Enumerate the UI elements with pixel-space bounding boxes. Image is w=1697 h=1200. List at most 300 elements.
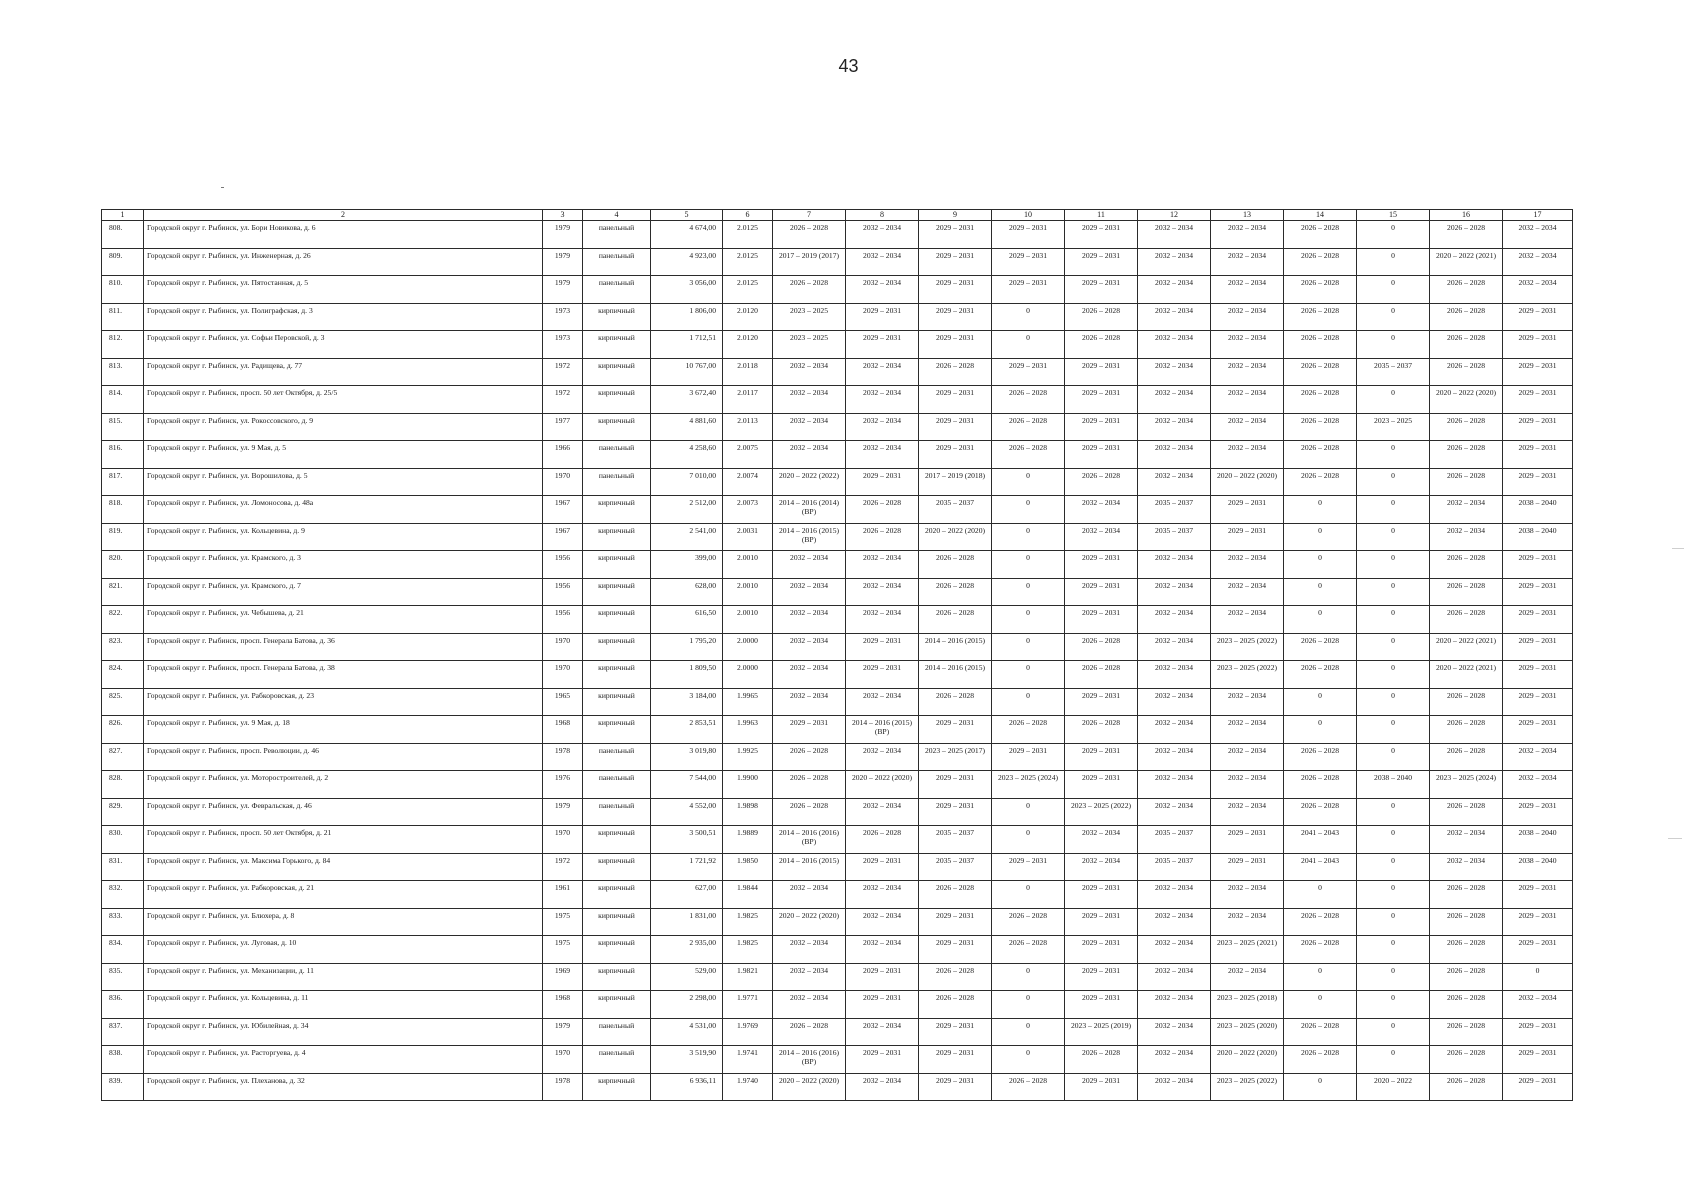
col-11: 2029 – 2031: [1065, 963, 1138, 991]
col-13: 2032 – 2034: [1211, 771, 1284, 799]
col-number: 822.: [102, 606, 144, 634]
col-area: 3 184,00: [651, 688, 723, 716]
col-wall-material: кирпичный: [583, 716, 651, 744]
col-number: 810.: [102, 276, 144, 304]
col-15: 0: [1357, 276, 1430, 304]
col-11: 2032 – 2034: [1065, 826, 1138, 854]
col-rating: 2.0010: [723, 606, 773, 634]
col-12: 2032 – 2034: [1138, 276, 1211, 304]
col-14: 0: [1284, 578, 1357, 606]
col-11: 2023 – 2025 (2019): [1065, 1018, 1138, 1046]
col-12: 2032 – 2034: [1138, 771, 1211, 799]
col-10: 0: [992, 633, 1065, 661]
col-year: 1973: [543, 331, 583, 359]
col-13: 2029 – 2031: [1211, 523, 1284, 551]
table-row: [102, 881, 1573, 909]
column-header-11: 11: [1065, 210, 1138, 221]
col-15: 0: [1357, 826, 1430, 854]
col-15: 0: [1357, 908, 1430, 936]
col-7: 2032 – 2034: [773, 606, 846, 634]
col-13: 2023 – 2025 (2022): [1211, 633, 1284, 661]
table-row: [102, 661, 1573, 689]
col-12: 2032 – 2034: [1138, 881, 1211, 909]
col-address: Городской округ г. Рыбинск, ул. Софьи Перовской, д. 3: [144, 331, 543, 359]
table-row: [102, 441, 1573, 469]
col-10: 2029 – 2031: [992, 221, 1065, 249]
col-13: 2032 – 2034: [1211, 303, 1284, 331]
col-14: 2026 – 2028: [1284, 331, 1357, 359]
col-8: 2029 – 2031: [846, 853, 919, 881]
col-7: 2032 – 2034: [773, 688, 846, 716]
col-10: 2026 – 2028: [992, 441, 1065, 469]
col-12: 2032 – 2034: [1138, 1018, 1211, 1046]
col-10: 0: [992, 991, 1065, 1019]
col-8: 2032 – 2034: [846, 936, 919, 964]
col-wall-material: панельный: [583, 248, 651, 276]
col-8: 2032 – 2034: [846, 221, 919, 249]
col-11: 2026 – 2028: [1065, 1046, 1138, 1074]
col-7: 2032 – 2034: [773, 413, 846, 441]
col-14: 2026 – 2028: [1284, 358, 1357, 386]
col-number: 827.: [102, 743, 144, 771]
col-16: 2026 – 2028: [1430, 908, 1503, 936]
col-14: 0: [1284, 963, 1357, 991]
col-12: 2032 – 2034: [1138, 248, 1211, 276]
col-7: 2017 – 2019 (2017): [773, 248, 846, 276]
col-13: 2032 – 2034: [1211, 221, 1284, 249]
col-17: 2032 – 2034: [1503, 248, 1573, 276]
col-14: 2026 – 2028: [1284, 303, 1357, 331]
col-12: 2032 – 2034: [1138, 798, 1211, 826]
col-11: 2032 – 2034: [1065, 523, 1138, 551]
col-13: 2032 – 2034: [1211, 798, 1284, 826]
table-row: [102, 606, 1573, 634]
col-13: 2023 – 2025 (2022): [1211, 661, 1284, 689]
col-area: 628,00: [651, 578, 723, 606]
col-12: 2032 – 2034: [1138, 688, 1211, 716]
col-14: 2026 – 2028: [1284, 743, 1357, 771]
col-wall-material: кирпичный: [583, 386, 651, 414]
col-rating: 1.9889: [723, 826, 773, 854]
col-7: 2026 – 2028: [773, 1018, 846, 1046]
col-9: 2026 – 2028: [919, 881, 992, 909]
col-17: 2029 – 2031: [1503, 303, 1573, 331]
col-11: 2029 – 2031: [1065, 1073, 1138, 1101]
col-13: 2032 – 2034: [1211, 963, 1284, 991]
column-header-5: 5: [651, 210, 723, 221]
col-rating: 2.0075: [723, 441, 773, 469]
col-address: Городской округ г. Рыбинск, ул. Полиграфская, д. 3: [144, 303, 543, 331]
col-13: 2032 – 2034: [1211, 248, 1284, 276]
col-year: 1973: [543, 303, 583, 331]
col-9: 2023 – 2025 (2017): [919, 743, 992, 771]
col-10: 2026 – 2028: [992, 936, 1065, 964]
col-area: 10 767,00: [651, 358, 723, 386]
col-16: 2026 – 2028: [1430, 1018, 1503, 1046]
col-7: 2032 – 2034: [773, 633, 846, 661]
col-17: 2029 – 2031: [1503, 936, 1573, 964]
table-row: [102, 358, 1573, 386]
col-16: 2026 – 2028: [1430, 1046, 1503, 1074]
col-14: 2026 – 2028: [1284, 1046, 1357, 1074]
col-number: 832.: [102, 881, 144, 909]
col-13: 2029 – 2031: [1211, 853, 1284, 881]
col-7: 2026 – 2028: [773, 276, 846, 304]
column-header-17: 17: [1503, 210, 1573, 221]
col-year: 1967: [543, 496, 583, 524]
col-8: 2029 – 2031: [846, 633, 919, 661]
col-area: 1 721,92: [651, 853, 723, 881]
col-14: 2026 – 2028: [1284, 468, 1357, 496]
col-16: 2026 – 2028: [1430, 276, 1503, 304]
col-7: 2029 – 2031: [773, 716, 846, 744]
column-header-10: 10: [992, 210, 1065, 221]
col-7: 2014 – 2016 (2015): [773, 853, 846, 881]
col-address: Городской округ г. Рыбинск, просп. 50 лет Октября, д. 21: [144, 826, 543, 854]
col-rating: 1.9740: [723, 1073, 773, 1101]
table-row: [102, 221, 1573, 249]
col-15: 0: [1357, 386, 1430, 414]
col-rating: 2.0120: [723, 303, 773, 331]
col-14: 2026 – 2028: [1284, 633, 1357, 661]
col-wall-material: панельный: [583, 1046, 651, 1074]
col-7: 2032 – 2034: [773, 441, 846, 469]
col-12: 2032 – 2034: [1138, 633, 1211, 661]
col-11: 2026 – 2028: [1065, 716, 1138, 744]
table-row: [102, 386, 1573, 414]
col-15: 0: [1357, 606, 1430, 634]
col-13: 2032 – 2034: [1211, 606, 1284, 634]
col-8: 2032 – 2034: [846, 413, 919, 441]
col-13: 2032 – 2034: [1211, 441, 1284, 469]
col-9: 2026 – 2028: [919, 688, 992, 716]
col-16: 2026 – 2028: [1430, 798, 1503, 826]
col-10: 2026 – 2028: [992, 1073, 1065, 1101]
col-9: 2035 – 2037: [919, 826, 992, 854]
col-8: 2032 – 2034: [846, 688, 919, 716]
col-wall-material: кирпичный: [583, 606, 651, 634]
col-wall-material: кирпичный: [583, 688, 651, 716]
col-12: 2032 – 2034: [1138, 578, 1211, 606]
col-14: 0: [1284, 1073, 1357, 1101]
col-7: 2020 – 2022 (2020): [773, 908, 846, 936]
col-10: 0: [992, 331, 1065, 359]
col-16: 2026 – 2028: [1430, 606, 1503, 634]
table-row: [102, 826, 1573, 854]
col-area: 4 258,60: [651, 441, 723, 469]
col-rating: 2.0010: [723, 578, 773, 606]
col-year: 1956: [543, 606, 583, 634]
col-9: 2026 – 2028: [919, 578, 992, 606]
col-17: 2029 – 2031: [1503, 1073, 1573, 1101]
col-11: 2026 – 2028: [1065, 633, 1138, 661]
scan-edge-mark: [1668, 838, 1682, 839]
table-row: [102, 248, 1573, 276]
col-11: 2032 – 2034: [1065, 496, 1138, 524]
col-address: Городской округ г. Рыбинск, ул. Кольцевина, д. 9: [144, 523, 543, 551]
col-17: 2029 – 2031: [1503, 1018, 1573, 1046]
col-12: 2035 – 2037: [1138, 853, 1211, 881]
col-year: 1965: [543, 688, 583, 716]
col-15: 0: [1357, 853, 1430, 881]
col-17: 2029 – 2031: [1503, 688, 1573, 716]
col-11: 2029 – 2031: [1065, 743, 1138, 771]
col-15: 0: [1357, 441, 1430, 469]
col-16: 2026 – 2028: [1430, 1073, 1503, 1101]
col-12: 2032 – 2034: [1138, 221, 1211, 249]
col-area: 3 500,51: [651, 826, 723, 854]
col-area: 2 935,00: [651, 936, 723, 964]
col-rating: 2.0031: [723, 523, 773, 551]
col-wall-material: панельный: [583, 468, 651, 496]
col-11: 2026 – 2028: [1065, 331, 1138, 359]
col-14: 0: [1284, 551, 1357, 579]
col-area: 2 541,00: [651, 523, 723, 551]
col-8: 2032 – 2034: [846, 1018, 919, 1046]
col-12: 2032 – 2034: [1138, 441, 1211, 469]
col-9: 2029 – 2031: [919, 771, 992, 799]
scan-speck: [221, 187, 224, 188]
col-8: 2029 – 2031: [846, 991, 919, 1019]
col-10: 0: [992, 551, 1065, 579]
col-8: 2029 – 2031: [846, 661, 919, 689]
col-13: 2032 – 2034: [1211, 331, 1284, 359]
col-wall-material: панельный: [583, 1018, 651, 1046]
col-16: 2032 – 2034: [1430, 496, 1503, 524]
col-wall-material: кирпичный: [583, 963, 651, 991]
col-15: 0: [1357, 1046, 1430, 1074]
col-9: 2029 – 2031: [919, 1046, 992, 1074]
col-15: 0: [1357, 221, 1430, 249]
col-address: Городской округ г. Рыбинск, ул. 9 Мая, д. 5: [144, 441, 543, 469]
col-16: 2026 – 2028: [1430, 743, 1503, 771]
col-8: 2026 – 2028: [846, 496, 919, 524]
col-number: 839.: [102, 1073, 144, 1101]
col-15: 0: [1357, 991, 1430, 1019]
col-17: 2032 – 2034: [1503, 771, 1573, 799]
col-rating: 2.0074: [723, 468, 773, 496]
col-year: 1978: [543, 1073, 583, 1101]
col-wall-material: панельный: [583, 743, 651, 771]
table-row: [102, 633, 1573, 661]
col-7: 2032 – 2034: [773, 991, 846, 1019]
col-9: 2029 – 2031: [919, 248, 992, 276]
column-header-1: 1: [102, 210, 144, 221]
col-rating: 2.0118: [723, 358, 773, 386]
col-12: 2032 – 2034: [1138, 1046, 1211, 1074]
scan-edge-mark: [1672, 548, 1684, 549]
col-7: 2023 – 2025: [773, 331, 846, 359]
col-7: 2026 – 2028: [773, 221, 846, 249]
col-area: 7 544,00: [651, 771, 723, 799]
col-10: 2026 – 2028: [992, 413, 1065, 441]
col-number: 828.: [102, 771, 144, 799]
col-wall-material: кирпичный: [583, 881, 651, 909]
col-10: 0: [992, 468, 1065, 496]
col-11: 2029 – 2031: [1065, 386, 1138, 414]
col-area: 2 512,00: [651, 496, 723, 524]
table-row: [102, 688, 1573, 716]
col-12: 2032 – 2034: [1138, 743, 1211, 771]
col-17: 2029 – 2031: [1503, 881, 1573, 909]
col-14: 2026 – 2028: [1284, 771, 1357, 799]
col-14: 0: [1284, 606, 1357, 634]
col-area: 1 795,20: [651, 633, 723, 661]
col-16: 2020 – 2022 (2020): [1430, 386, 1503, 414]
col-address: Городской округ г. Рыбинск, просп. Генерала Батова, д. 36: [144, 633, 543, 661]
col-number: 834.: [102, 936, 144, 964]
col-10: 2029 – 2031: [992, 248, 1065, 276]
col-15: 0: [1357, 688, 1430, 716]
col-wall-material: панельный: [583, 441, 651, 469]
col-9: 2029 – 2031: [919, 221, 992, 249]
col-year: 1956: [543, 578, 583, 606]
table-row: [102, 496, 1573, 524]
col-rating: 1.9963: [723, 716, 773, 744]
col-12: 2035 – 2037: [1138, 523, 1211, 551]
col-7: 2014 – 2016 (2016) (ВР): [773, 826, 846, 854]
col-14: 2026 – 2028: [1284, 661, 1357, 689]
col-7: 2032 – 2034: [773, 551, 846, 579]
col-7: 2032 – 2034: [773, 661, 846, 689]
col-11: 2029 – 2031: [1065, 413, 1138, 441]
col-rating: 1.9741: [723, 1046, 773, 1074]
col-year: 1979: [543, 798, 583, 826]
col-rating: 1.9769: [723, 1018, 773, 1046]
col-16: 2032 – 2034: [1430, 826, 1503, 854]
col-year: 1978: [543, 743, 583, 771]
col-area: 627,00: [651, 881, 723, 909]
col-area: 1 831,00: [651, 908, 723, 936]
col-16: 2026 – 2028: [1430, 881, 1503, 909]
col-13: 2020 – 2022 (2020): [1211, 1046, 1284, 1074]
col-year: 1967: [543, 523, 583, 551]
col-15: 0: [1357, 716, 1430, 744]
col-15: 0: [1357, 743, 1430, 771]
col-16: 2026 – 2028: [1430, 441, 1503, 469]
col-10: 0: [992, 303, 1065, 331]
col-8: 2020 – 2022 (2020): [846, 771, 919, 799]
table-row: [102, 936, 1573, 964]
col-10: 0: [992, 798, 1065, 826]
col-12: 2032 – 2034: [1138, 303, 1211, 331]
col-wall-material: кирпичный: [583, 358, 651, 386]
col-year: 1977: [543, 413, 583, 441]
col-year: 1970: [543, 633, 583, 661]
col-rating: 2.0073: [723, 496, 773, 524]
col-7: 2026 – 2028: [773, 798, 846, 826]
col-10: 0: [992, 881, 1065, 909]
col-year: 1976: [543, 771, 583, 799]
col-16: 2026 – 2028: [1430, 991, 1503, 1019]
col-year: 1956: [543, 551, 583, 579]
col-year: 1979: [543, 276, 583, 304]
table-row: [102, 1046, 1573, 1074]
table-row: [102, 1073, 1573, 1101]
col-12: 2032 – 2034: [1138, 936, 1211, 964]
col-number: 812.: [102, 331, 144, 359]
col-11: 2029 – 2031: [1065, 358, 1138, 386]
col-12: 2032 – 2034: [1138, 991, 1211, 1019]
col-13: 2032 – 2034: [1211, 386, 1284, 414]
col-address: Городской округ г. Рыбинск, ул. Февральская, д. 46: [144, 798, 543, 826]
col-rating: 1.9844: [723, 881, 773, 909]
col-9: 2029 – 2031: [919, 303, 992, 331]
col-14: 0: [1284, 991, 1357, 1019]
col-7: 2032 – 2034: [773, 358, 846, 386]
col-14: 0: [1284, 523, 1357, 551]
col-17: 0: [1503, 963, 1573, 991]
col-area: 4 923,00: [651, 248, 723, 276]
col-13: 2023 – 2025 (2021): [1211, 936, 1284, 964]
col-7: 2014 – 2016 (2014) (ВР): [773, 496, 846, 524]
col-12: 2032 – 2034: [1138, 716, 1211, 744]
col-rating: 2.0000: [723, 633, 773, 661]
col-14: 2026 – 2028: [1284, 798, 1357, 826]
col-15: 0: [1357, 331, 1430, 359]
col-9: 2029 – 2031: [919, 386, 992, 414]
col-14: 2026 – 2028: [1284, 386, 1357, 414]
col-15: 2035 – 2037: [1357, 358, 1430, 386]
col-15: 0: [1357, 633, 1430, 661]
col-wall-material: кирпичный: [583, 523, 651, 551]
col-14: 0: [1284, 716, 1357, 744]
col-number: 829.: [102, 798, 144, 826]
col-9: 2035 – 2037: [919, 496, 992, 524]
col-9: 2026 – 2028: [919, 606, 992, 634]
col-7: 2032 – 2034: [773, 578, 846, 606]
col-wall-material: кирпичный: [583, 496, 651, 524]
col-12: 2032 – 2034: [1138, 551, 1211, 579]
col-rating: 1.9821: [723, 963, 773, 991]
col-area: 4 531,00: [651, 1018, 723, 1046]
col-15: 0: [1357, 881, 1430, 909]
table-row: [102, 963, 1573, 991]
col-9: 2026 – 2028: [919, 963, 992, 991]
col-12: 2035 – 2037: [1138, 496, 1211, 524]
table-row: [102, 798, 1573, 826]
col-number: 817.: [102, 468, 144, 496]
col-number: 831.: [102, 853, 144, 881]
col-number: 838.: [102, 1046, 144, 1074]
table-row: [102, 523, 1573, 551]
col-13: 2023 – 2025 (2018): [1211, 991, 1284, 1019]
col-16: 2026 – 2028: [1430, 303, 1503, 331]
col-8: 2032 – 2034: [846, 908, 919, 936]
col-16: 2026 – 2028: [1430, 688, 1503, 716]
col-rating: 1.9925: [723, 743, 773, 771]
col-7: 2026 – 2028: [773, 771, 846, 799]
col-7: 2026 – 2028: [773, 743, 846, 771]
col-8: 2029 – 2031: [846, 331, 919, 359]
col-15: 0: [1357, 963, 1430, 991]
col-16: 2023 – 2025 (2024): [1430, 771, 1503, 799]
col-8: 2032 – 2034: [846, 358, 919, 386]
col-10: 0: [992, 606, 1065, 634]
col-address: Городской округ г. Рыбинск, ул. Максима Горького, д. 84: [144, 853, 543, 881]
col-rating: 1.9771: [723, 991, 773, 1019]
table-row: [102, 991, 1573, 1019]
col-8: 2032 – 2034: [846, 441, 919, 469]
col-15: 0: [1357, 468, 1430, 496]
col-wall-material: кирпичный: [583, 853, 651, 881]
col-17: 2029 – 2031: [1503, 386, 1573, 414]
col-17: 2032 – 2034: [1503, 221, 1573, 249]
col-17: 2029 – 2031: [1503, 413, 1573, 441]
col-15: 0: [1357, 303, 1430, 331]
col-year: 1961: [543, 881, 583, 909]
col-10: 2023 – 2025 (2024): [992, 771, 1065, 799]
